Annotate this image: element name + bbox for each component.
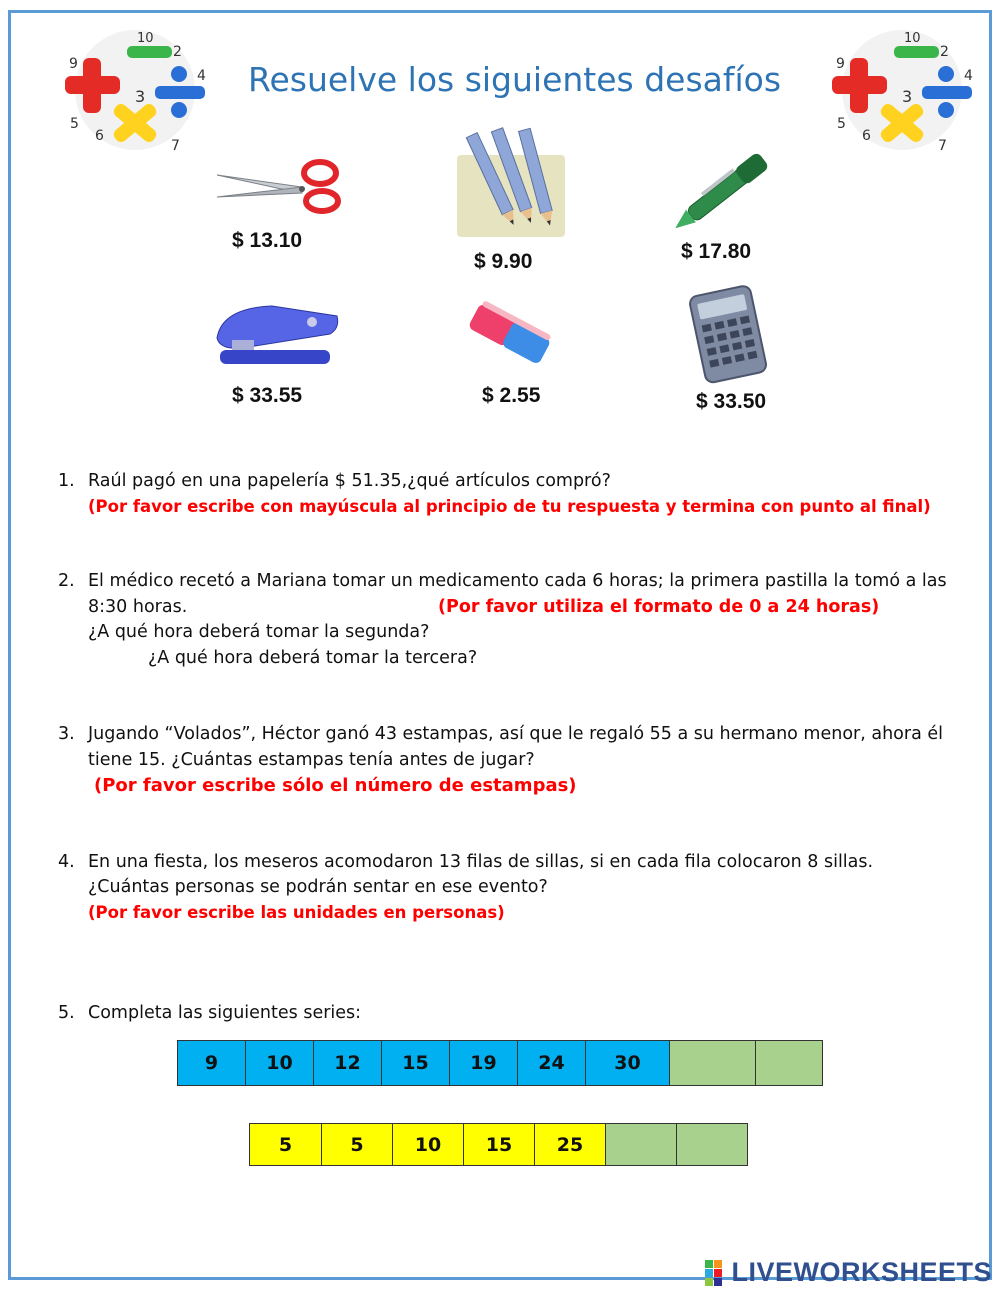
svg-text:9: 9 [69, 56, 78, 72]
svg-text:10: 10 [137, 31, 154, 46]
series-answer-cell[interactable] [670, 1041, 756, 1085]
question-text: 8:30 horas. [88, 596, 188, 617]
svg-text:6: 6 [95, 128, 104, 144]
liveworksheets-logo-icon [705, 1260, 731, 1286]
series-cell: 9 [178, 1041, 246, 1085]
math-symbols-logo-left [55, 28, 215, 153]
svg-text:4: 4 [197, 68, 206, 84]
brand-text: LIVEWORKSHEETS [731, 1257, 992, 1287]
series-cell: 5 [322, 1124, 393, 1165]
calculator-icon [682, 284, 777, 388]
svg-text:5: 5 [837, 116, 846, 132]
series-cell: 10 [393, 1124, 464, 1165]
svg-text:7: 7 [171, 138, 180, 153]
series-cell: 30 [586, 1041, 670, 1085]
series-2-table [249, 1123, 748, 1166]
question-note: (Por favor escribe con mayúscula al principio de tu respuesta y termina con punto al final) [88, 497, 931, 516]
eraser-price: $ 2.55 [482, 384, 541, 407]
question-text: ¿A qué hora deberá tomar la tercera? [148, 647, 478, 668]
question-text: tiene 15. ¿Cuántas estampas tenía antes de jugar? [88, 749, 535, 770]
question-number: 4. [58, 852, 75, 872]
series-cell: 10 [246, 1041, 314, 1085]
svg-text:3: 3 [902, 87, 913, 106]
page-title: Resuelve los siguientes desafíos [248, 60, 782, 99]
scissors-icon [212, 155, 342, 219]
question-number: 1. [58, 471, 75, 491]
series-cell: 15 [464, 1124, 535, 1165]
svg-text:2: 2 [940, 44, 949, 60]
question-number: 3. [58, 724, 75, 744]
series-1-table [177, 1040, 823, 1086]
svg-text:2: 2 [173, 44, 182, 60]
question-text: Completa las siguientes series: [88, 1003, 362, 1023]
pen-price: $ 17.80 [681, 240, 752, 263]
pencils-icon [455, 125, 570, 244]
series-answer-cell[interactable] [677, 1124, 747, 1165]
series-cell: 19 [450, 1041, 518, 1085]
liveworksheets-brand [705, 1257, 992, 1288]
svg-text:10: 10 [904, 31, 921, 46]
svg-text:3: 3 [135, 87, 146, 106]
pen-icon [672, 140, 787, 234]
series-cell: 25 [535, 1124, 606, 1165]
question-text: En una fiesta, los meseros acomodaron 13 filas de sillas, si en cada fila colocaron 8 sillas. [88, 852, 874, 872]
series-cell: 24 [518, 1041, 586, 1085]
series-cell: 15 [382, 1041, 450, 1085]
series-answer-cell[interactable] [606, 1124, 677, 1165]
svg-text:6: 6 [862, 128, 871, 144]
question-text: El médico recetó a Mariana tomar un medicamento cada 6 horas; la primera pastilla la tomó a las [88, 571, 947, 591]
svg-text:9: 9 [836, 56, 845, 72]
question-text: ¿Cuántas personas se podrán sentar en ese evento? [88, 877, 548, 897]
math-symbols-logo-right [822, 28, 982, 153]
svg-text:5: 5 [70, 116, 79, 132]
series-cell: 12 [314, 1041, 382, 1085]
question-note: (Por favor escribe las unidades en personas) [88, 903, 505, 922]
svg-text:7: 7 [938, 138, 947, 153]
calculator-price: $ 33.50 [696, 390, 767, 413]
svg-text:4: 4 [964, 68, 973, 84]
question-number: 5. [58, 1003, 75, 1023]
scissors-price: $ 13.10 [232, 229, 303, 252]
question-note: (Por favor escribe sólo el número de estampas) [94, 775, 577, 796]
stapler-price: $ 33.55 [232, 384, 303, 407]
question-note: (Por favor utiliza el formato de 0 a 24 horas) [438, 596, 880, 617]
series-cell: 5 [250, 1124, 322, 1165]
question-text: Raúl pagó en una papelería $ 51.35,¿qué artículos compró? [88, 471, 611, 491]
eraser-icon [460, 298, 560, 372]
question-text: Jugando “Volados”, Héctor ganó 43 estampas, así que le regaló 55 a su hermano menor, ahora él [88, 724, 943, 744]
question-text: ¿A qué hora deberá tomar la segunda? [88, 622, 430, 642]
stapler-icon [212, 298, 342, 374]
pencils-price: $ 9.90 [474, 250, 533, 273]
series-answer-cell[interactable] [756, 1041, 822, 1085]
question-number: 2. [58, 571, 75, 591]
